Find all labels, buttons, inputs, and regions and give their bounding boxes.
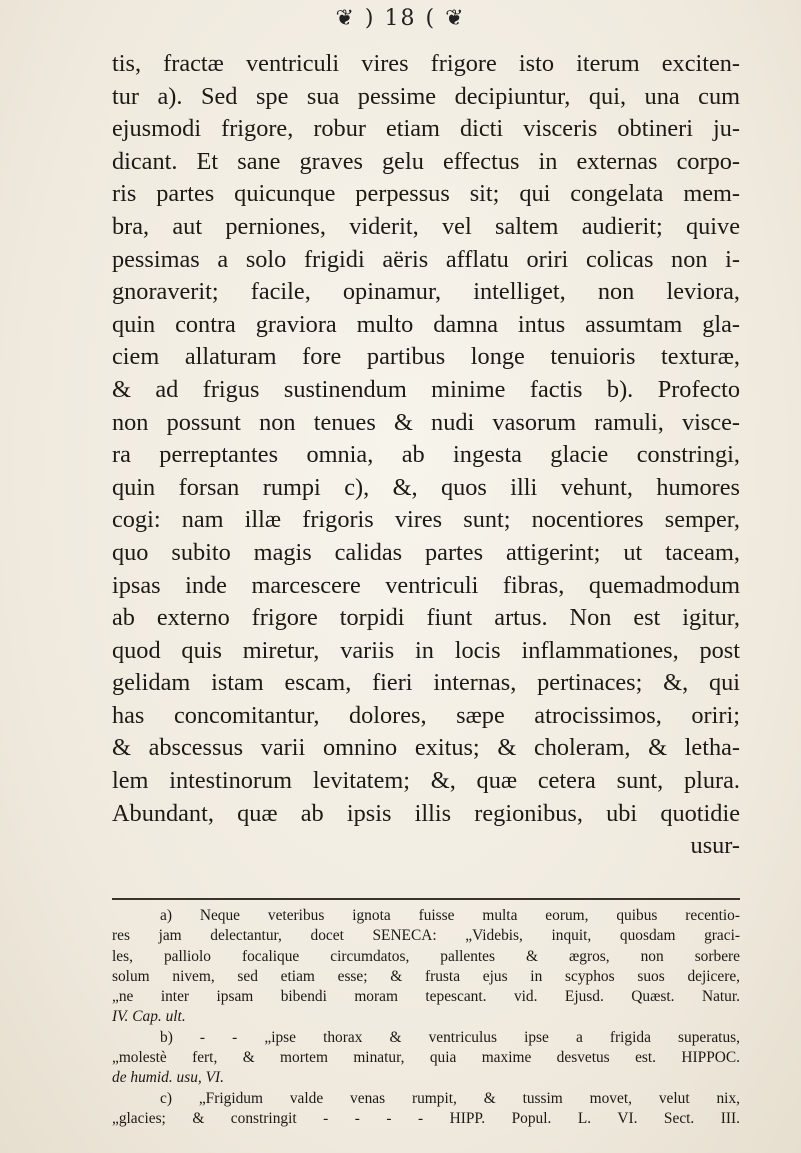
text-line: non possunt non tenues & nudi vasorum ramuli, visce- — [112, 408, 740, 436]
footnote-line: „ne inter ipsam bibendi moram tepescant. vid. Ejusd. Quæst. Natur. — [112, 988, 740, 1006]
text-line: Abundant, quæ ab ipsis illis regionibus, ubi quotidie — [112, 799, 740, 827]
text-line: quin contra graviora multo damna intus assumtam gla- — [112, 310, 740, 338]
text-line: quin forsan rumpi c), &, quos illi vehunt, humores — [112, 473, 740, 501]
footnote-line: les, palliolo focalique circumdatos, pallentes & ægros, non sorbere — [112, 947, 740, 965]
footnote-line: res jam delectantur, docet SENECA: „Videbis, inquit, quosdam graci- — [112, 927, 740, 945]
footnote-line: „glacies; & constringit - - - - HIPP. Popul. L. VI. Sect. III. — [112, 1109, 740, 1127]
footnote-line: IV. Cap. ult. — [112, 1008, 186, 1026]
main-text — [112, 48, 740, 863]
text-line: lem intestinorum levitatem; &, quæ cetera sunt, plura. — [112, 767, 740, 795]
page-header — [0, 6, 801, 31]
text-line: ciem allaturam fore partibus longe tenuioris texturæ, — [112, 343, 740, 371]
footnotes — [112, 906, 740, 1129]
footnote-line: „molestè fert, & mortem minatur, quia maxime desvetus est. HIPPOC. — [112, 1049, 740, 1067]
text-line: ab externo frigore torpidi fiunt artus. Non est igitur, — [112, 604, 740, 632]
footnote-line: solum nivem, sed etiam esse; & frusta ejus in scyphos suos dejicere, — [112, 967, 740, 985]
text-line: ris partes quicunque perpessus sit; qui congelata mem- — [112, 180, 740, 208]
text-line: pessimas a solo frigidi aëris afflatu oriri colicas non i- — [112, 245, 740, 273]
text-line: tur a). Sed spe sua pessime decipiuntur, qui, una cum — [112, 82, 740, 110]
right-ornament-icon: ❦ — [445, 6, 466, 31]
text-line: & abscessus varii omnino exitus; & choleram, & letha- — [112, 734, 740, 762]
text-line: ra perreptantes omnia, ab ingesta glacie constringi, — [112, 441, 740, 469]
text-line: gelidam istam escam, fieri internas, pertinaces; &, qui — [112, 669, 740, 697]
footnote-line: a) Neque veteribus ignota fuisse multa eorum, quibus recentio- — [160, 907, 740, 924]
left-ornament-icon: ❦ — [335, 6, 356, 31]
text-line: ipsas inde marcescere ventriculi fibras, quemadmodum — [112, 571, 740, 599]
footnote-divider — [112, 898, 740, 900]
page-number: ) 18 ( — [364, 6, 437, 31]
text-line: tis, fractæ ventriculi vires frigore isto iterum exciten- — [112, 50, 740, 77]
text-line: quo subito magis calidas partes attigerint; ut taceam, — [112, 538, 740, 566]
footnote-line: de humid. usu, VI. — [112, 1069, 224, 1087]
footnote-line: c) „Frigidum valde venas rumpit, & tussim movet, velut nix, — [160, 1089, 740, 1107]
catchword: usur- — [690, 832, 740, 860]
text-line: cogi: nam illæ frigoris vires sunt; nocentiores semper, — [112, 506, 740, 534]
footnote-line: b) - - „ipse thorax & ventriculus ipse a frigida superatus, — [160, 1028, 740, 1046]
text-line: ejusmodi frigore, robur etiam dicti visceris obtineri ju- — [112, 115, 740, 143]
text-line: quod quis miretur, variis in locis inflammationes, post — [112, 636, 740, 664]
text-line: dicant. Et sane graves gelu effectus in externas corpo- — [112, 147, 740, 175]
text-line: has concomitantur, dolores, sæpe atrocissimos, oriri; — [112, 701, 740, 729]
text-line: bra, aut perniones, viderit, vel saltem audierit; quive — [112, 212, 740, 240]
text-line: gnoraverit; facile, opinamur, intelliget, non leviora, — [112, 278, 740, 306]
text-line: & ad frigus sustinendum minime factis b). Profecto — [112, 375, 740, 403]
